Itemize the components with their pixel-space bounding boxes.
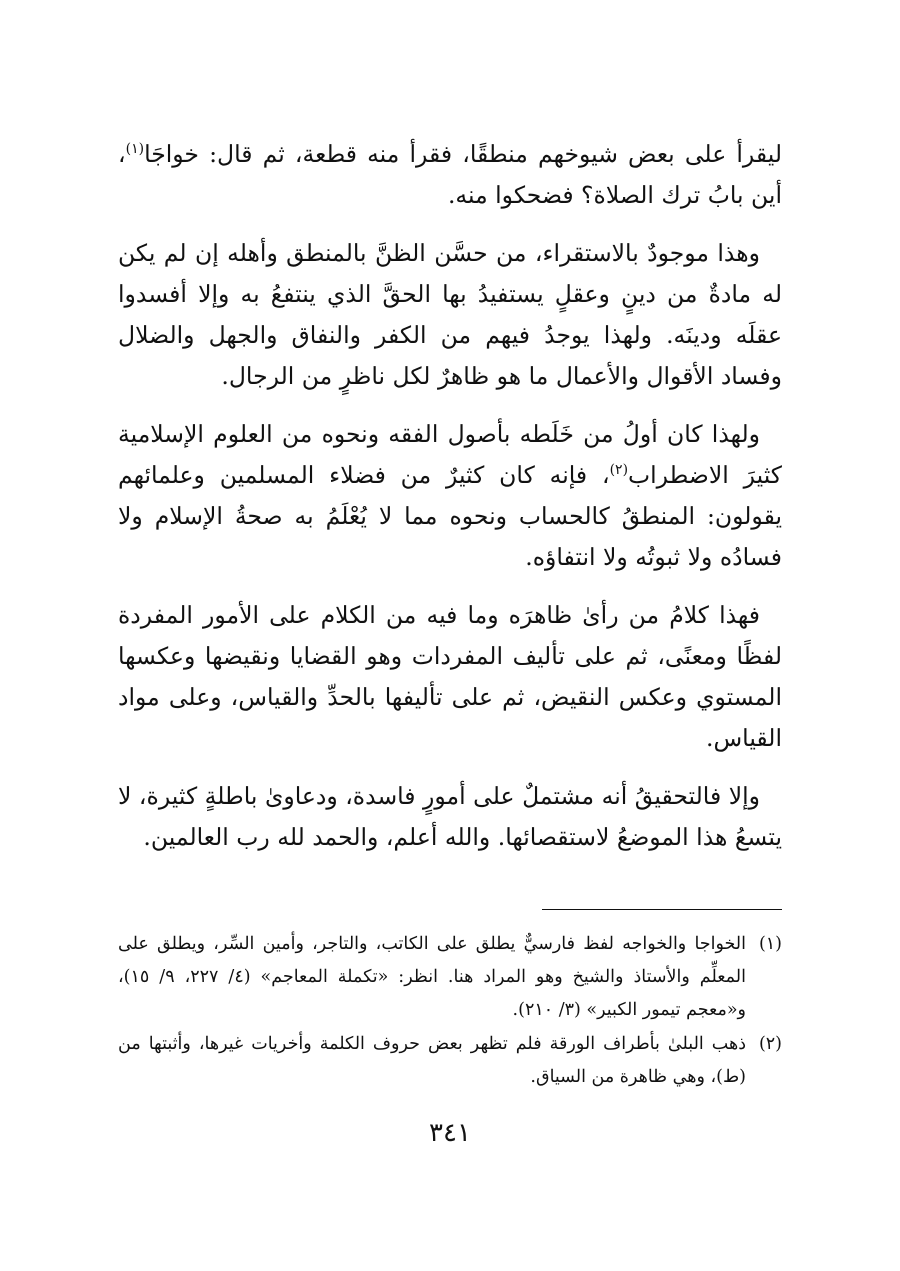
paragraph-2: وهذا موجودٌ بالاستقراء، من حسَّن الظنَّ بالمنطق وأهله إن لم يكن له مادةٌ من دينٍ وعقلٍ يستفيدُ بها الحقَّ الذي ينتفعُ به وإلا أفسدوا عقلَه ودينَه. ولهذا يوجدُ فيهم من الكفر والنفاق والجهل والضلال وفساد الأقوال والأعمال ما هو ظاهرٌ لكل ناظرٍ من الرجال. bbox=[118, 239, 782, 390]
paragraph-3-before: ولهذا كان أولُ من خَلَطه بأصول الفقه ونحوه من العلوم الإسلامية كثيرَ الاضطراب bbox=[118, 420, 782, 489]
paragraph-3 bbox=[118, 414, 782, 578]
paragraph-1-before: ليقرأ على بعض شيوخهم منطقًا، فقرأ منه قطعة، ثم قال: خواجَا bbox=[144, 140, 782, 168]
footnote-ref-2: (٢) bbox=[609, 462, 629, 479]
footnote-2-text: ذهب البلىٰ بأطراف الورقة فلم تظهر بعض حروف الكلمة وأخريات غيرها، وأثبتها من (ط)، وهي ظاهرة من السياق. bbox=[118, 1034, 746, 1087]
footnote-separator bbox=[542, 909, 782, 910]
footnote-2-number: (٢) bbox=[758, 1034, 782, 1054]
main-text bbox=[118, 134, 782, 875]
paragraph-1-after: ، أين بابُ ترك الصلاة؟ فضحكوا منه. bbox=[118, 140, 782, 209]
paragraph-3-after: ، فإنه كان كثيرٌ من فضلاء المسلمين وعلمائهم يقولون: المنطقُ كالحساب ونحوه مما لا يُعْلَمُ به صحةُ الإسلام ولا فسادُه ولا ثبوتُه ولا انتفاؤه. bbox=[118, 461, 782, 571]
footnote-2 bbox=[118, 1028, 782, 1094]
footnote-1 bbox=[118, 928, 782, 1027]
paragraph-5: وإلا فالتحقيقُ أنه مشتملٌ على أمورٍ فاسدة، ودعاوىٰ باطلةٍ كثيرة، لا يتسعُ هذا الموضعُ لاستقصائها. والله أعلم، والحمد لله رب العالمين. bbox=[118, 782, 782, 851]
paragraph-1 bbox=[118, 134, 782, 216]
page-number: ٣٤١ bbox=[429, 1118, 471, 1148]
footnote-ref-1: (١) bbox=[125, 141, 145, 158]
footnote-1-text: الخواجا والخواجه لفظ فارسيٌّ يطلق على الكاتب، والتاجر، وأمين السِّر، ويطلق على المعلِّم والأستاذ والشيخ وهو المراد هنا. انظر: «تكملة المعاجم» (٤/ ٢٢٧، ٩/ ١٥)، و«معجم تيمور الكبير» (٣/ ٢١٠). bbox=[118, 934, 746, 1020]
footnote-1-number: (١) bbox=[758, 934, 782, 954]
paragraph-4: فهذا كلامُ من رأىٰ ظاهرَه وما فيه من الكلام على الأمور المفردة لفظًا ومعنًى، ثم على تأليف المفردات وهو القضايا ونقيضها وعكسها المستوي وعكس النقيض، ثم على تأليفها بالحدِّ والقياس، وعلى مواد القياس. bbox=[118, 601, 782, 752]
footnotes bbox=[118, 928, 782, 1095]
